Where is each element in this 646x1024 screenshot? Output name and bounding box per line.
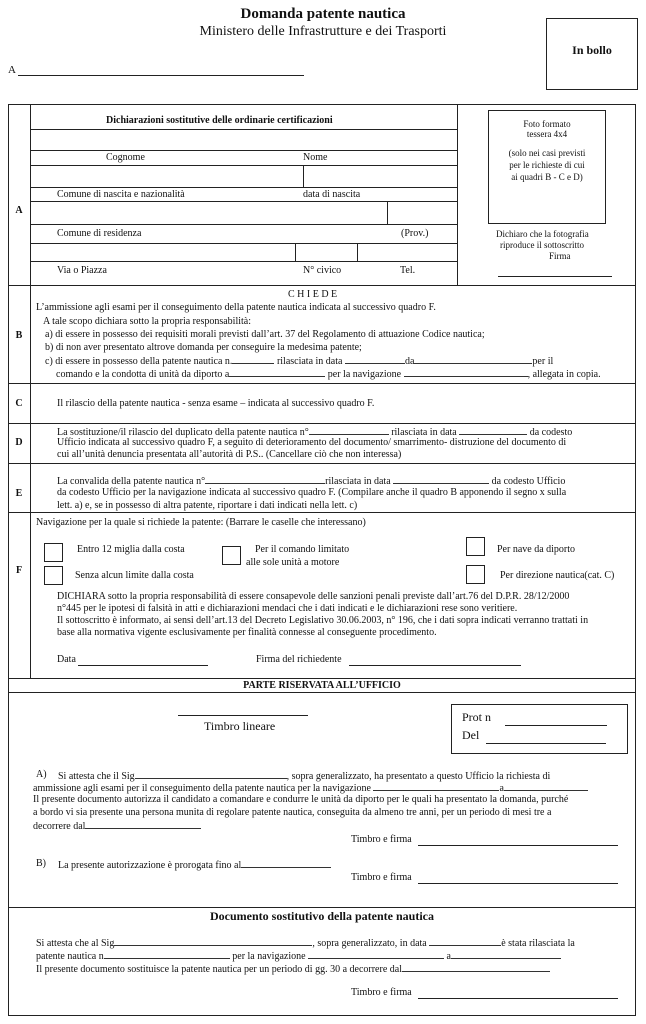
divider	[8, 383, 636, 384]
office-a-decorrere-field[interactable]	[85, 819, 201, 829]
row-line	[30, 129, 457, 130]
section-b-line5-a: c) di essere in possesso della patente nautica n.	[45, 356, 233, 367]
photo-box[interactable]	[488, 110, 606, 224]
substitute-line2-c: a	[446, 951, 451, 962]
substitute-line2-b: per la navigazione	[232, 951, 306, 962]
office-a-line2	[33, 781, 588, 795]
section-a-heading: Dichiarazioni sostitutive delle ordinarie certificazioni	[106, 115, 333, 126]
checkbox-12-miglia[interactable]	[44, 543, 63, 562]
d-issue-date-field[interactable]	[459, 425, 527, 435]
substitute-line3-a: Il presente documento sostituisce la patente nautica per un periodo di gg. 30 a decorrere dal	[36, 964, 402, 975]
office-b-line1-a: La presente autorizzazione è prorogata fino al	[58, 860, 242, 871]
photo-firma-label: Firma	[549, 251, 571, 261]
comune-residenza-label: Comune di residenza	[57, 228, 142, 239]
section-b-line6-b: per la navigazione	[327, 369, 402, 380]
chiede-heading: C H I E D E	[288, 289, 338, 300]
office-b-date-field[interactable]	[241, 858, 331, 868]
divider	[8, 907, 636, 908]
office-a-line5-a: decorrere dal	[33, 821, 86, 832]
section-e-line1-c: da codesto Ufficio	[491, 476, 566, 487]
cognome-label: Cognome	[106, 152, 145, 163]
photo-signature-field[interactable]	[498, 276, 612, 277]
section-e-line3: lett. a) e, se in possesso di altra patente, riportare i dati indicati nella lett. c)	[57, 500, 358, 511]
office-section-title: PARTE RISERVATA ALL’UFFICIO	[243, 680, 401, 691]
b-issue-date-field[interactable]	[345, 354, 405, 364]
section-d-line2: Ufficio indicata al successivo quadro F, a seguito di deterioramento del documento/ smarrimento- distruzione del documento di	[57, 437, 567, 448]
nome-field[interactable]	[304, 165, 457, 187]
b-navigation-field[interactable]	[404, 367, 528, 377]
divider	[8, 463, 636, 464]
option-direzione-label: Per direzione nautica(cat. C)	[500, 570, 615, 581]
section-e-line1-a: La convalida della patente nautica n°	[57, 476, 206, 487]
substitute-timbro-firma-label: Timbro e firma	[351, 987, 412, 998]
section-b-line1: L’ammissione agli esami per il conseguimento della patente nautica indicata al successivo quadro F.	[36, 302, 436, 313]
section-f-decl1: DICHIARA sotto la propria responsabilità di essere consapevole delle sanzioni penali previste dall’art.76 del D.P.R. 28/12/2000	[57, 591, 570, 602]
civico-label: N° civico	[303, 265, 342, 276]
office-a-line1-a: Si attesta che il Sig	[58, 771, 135, 782]
substitute-line1-c: è stata rilasciata la	[501, 938, 575, 949]
b-distance-field[interactable]	[229, 367, 325, 377]
cognome-field[interactable]	[30, 165, 303, 187]
divider	[8, 692, 636, 693]
photo-column-divider	[457, 104, 458, 285]
row-line	[30, 187, 457, 188]
office-a-line1-b: , sopra generalizzato, ha presentato a questo Ufficio la richiesta di	[286, 771, 551, 782]
section-letter-column	[30, 104, 31, 678]
data-nascita-field[interactable]	[388, 201, 457, 224]
section-d-line3: cui all’unità denuncia presentata all’autorità di P.S.. (Cancellare ciò che non interessa)	[57, 449, 402, 460]
divider	[8, 678, 636, 679]
section-f-decl3: Il sottoscritto è informato, ai sensi dell’art.13 del Decreto Legislativo 30.06.2003, n° 196, che i dati sopra indicati verranno trattati in	[57, 615, 589, 626]
section-e-line1-b: rilasciata in data	[325, 476, 391, 487]
office-a-signature-field[interactable]	[418, 845, 618, 846]
via-label: Via o Piazza	[57, 265, 107, 276]
photo-line5: ai quadri B - C e D)	[511, 172, 583, 182]
protocol-box	[451, 704, 628, 754]
substitute-line1-b: , sopra generalizzato, in data	[312, 938, 427, 949]
substitute-place-field[interactable]	[451, 949, 561, 959]
option-motore-label-2: alle sole unità a motore	[246, 557, 340, 568]
section-f-decl2: n°445 per le ipotesi di falsità in atti e dichiarazioni mendaci che i dati indicati e le dichiarazioni rese sono veritiere.	[57, 603, 518, 614]
substitute-signature-field[interactable]	[418, 998, 618, 999]
office-a-line5	[33, 819, 201, 833]
del-label: Del	[462, 728, 480, 742]
section-b-line5-b: rilasciata in data	[276, 356, 343, 367]
data-nascita-label: data di nascita	[303, 189, 361, 200]
section-d-line1-c: da codesto	[529, 427, 573, 438]
addressee-field[interactable]	[18, 75, 304, 76]
photo-line2: tessera 4x4	[526, 129, 568, 139]
data-field[interactable]	[78, 665, 208, 666]
office-a-line4: a bordo vi sia presente una persona munita di regolare patente nautica, conseguita da almeno tre anni, per un periodo di mesi tre a	[33, 807, 552, 818]
e-issue-date-field[interactable]	[393, 474, 489, 484]
form-subtitle: Ministero delle Infrastrutture e dei Trasporti	[199, 24, 447, 39]
d-license-number-field[interactable]	[309, 425, 389, 435]
divider	[8, 285, 636, 286]
b-issuer-field[interactable]	[414, 354, 532, 364]
photo-line1: Foto formato	[523, 119, 571, 129]
office-b-timbro-firma-label: Timbro e firma	[351, 872, 412, 883]
section-b-line6	[56, 367, 601, 381]
row-line	[30, 261, 457, 262]
data-label: Data	[57, 654, 76, 665]
section-letter-f: F	[15, 565, 23, 576]
photo-declaration-2: riproduce il sottoscritto	[500, 240, 584, 250]
section-f-intro: Navigazione per la quale si richiede la patente: (Barrare le caselle che interessano)	[36, 517, 366, 528]
civico-field[interactable]	[358, 243, 457, 261]
option-motore-label-1: Per il comando limitato	[255, 544, 350, 555]
divider	[8, 423, 636, 424]
office-a-timbro-firma-label: Timbro e firma	[351, 834, 412, 845]
prov-label: (Prov.)	[401, 228, 429, 239]
prot-label: Prot n	[462, 710, 492, 724]
section-letter-b: B	[15, 330, 23, 341]
timbro-lineare-label: Timbro lineare	[204, 719, 276, 733]
substitute-decorrere-field[interactable]	[402, 962, 550, 972]
office-a-navigation-field[interactable]	[373, 781, 499, 791]
comune-nascita-label: Comune di nascita e nazionalità	[57, 189, 185, 200]
substitute-line2-a: patente nautica n	[36, 951, 104, 962]
office-a-place-field[interactable]	[504, 781, 588, 791]
timbro-line	[178, 715, 308, 716]
section-letter-e: E	[15, 488, 23, 499]
office-b-line1	[58, 858, 331, 872]
substitute-line1	[36, 936, 575, 950]
substitute-line1-a: Si attesta che al Sig	[36, 938, 115, 949]
section-letter-a: A	[15, 205, 23, 216]
firma-richiedente-label: Firma del richiedente	[256, 654, 342, 665]
office-b-label: B)	[36, 858, 46, 869]
substitute-line3	[36, 962, 550, 976]
stamp-box	[546, 18, 638, 90]
substitute-navigation-field[interactable]	[308, 949, 444, 959]
form-title: Domanda patente nautica	[240, 6, 406, 22]
e-license-number-field[interactable]	[205, 474, 325, 484]
section-b-line3: a) di essere in possesso dei requisiti morali previsti dall’art. 37 del Regolamento di attuazione Codice nautica;	[45, 329, 485, 340]
photo-line4: per le richieste di cui	[509, 160, 585, 170]
section-b-line5	[45, 354, 553, 368]
section-e-line1	[57, 474, 565, 488]
section-d-line1-b: rilasciata in data	[391, 427, 457, 438]
substitute-line2	[36, 949, 561, 963]
section-f-decl4: base alla normativa vigente esclusivamente per finalità connesse al conseguente procedimento.	[57, 627, 437, 638]
stamp-label: In bollo	[572, 43, 612, 57]
prot-field[interactable]	[505, 725, 607, 726]
b-license-number-field[interactable]	[232, 354, 274, 364]
row-line	[30, 150, 457, 151]
divider	[8, 512, 636, 513]
photo-declaration-1: Dichiaro che la fotografia	[496, 229, 589, 239]
section-letter-d: D	[15, 437, 23, 448]
firma-richiedente-field[interactable]	[349, 665, 521, 666]
checkbox-senza-limite[interactable]	[44, 566, 63, 585]
section-b-line6-a: comando e la condotta di unità da diporto a	[56, 369, 230, 380]
prov-field[interactable]	[296, 243, 357, 261]
option-nave-label: Per nave da diporto	[497, 544, 576, 555]
photo-line3: (solo nei casi previsti	[508, 148, 586, 158]
section-c-text: Il rilascio della patente nautica - senza esame – indicata al successivo quadro F.	[57, 398, 375, 409]
office-a-line2-a: ammissione agli esami per il conseguimento della patente nautica per la navigazione	[33, 783, 371, 794]
office-b-signature-field[interactable]	[418, 883, 618, 884]
nome-label: Nome	[303, 152, 328, 163]
section-b-line4: b) di non aver presentato altrove domanda per conseguire la medesima patente;	[45, 342, 362, 353]
row-line	[30, 224, 457, 225]
checkbox-nave-diporto[interactable]	[466, 537, 485, 556]
option-12-miglia-label: Entro 12 miglia dalla costa	[77, 544, 185, 555]
substitute-license-field[interactable]	[104, 949, 230, 959]
office-a-label: A)	[36, 769, 47, 780]
substitute-date-field[interactable]	[429, 936, 501, 946]
section-b-line6-c: , allegata in copia.	[527, 369, 601, 380]
substitute-title: Documento sostitutivo della patente nautica	[210, 909, 434, 923]
section-b-line5-d: per il	[532, 356, 554, 367]
checkbox-direzione-nautica[interactable]	[466, 565, 485, 584]
checkbox-motore[interactable]	[222, 546, 241, 565]
comune-nascita-field[interactable]	[30, 201, 387, 224]
comune-residenza-field[interactable]	[30, 243, 295, 261]
option-senza-limite-label: Senza alcun limite dalla costa	[75, 570, 194, 581]
section-d-line1-a: La sostituzione/il rilascio del duplicato della patente nautica n°	[57, 427, 309, 438]
office-a-line2-b: a	[499, 783, 504, 794]
office-a-name-field[interactable]	[135, 769, 287, 779]
del-field[interactable]	[486, 743, 606, 744]
section-b-line2: A tale scopo dichiara sotto la propria responsabilità:	[43, 316, 251, 327]
office-a-line3: Il presente documento autorizza il candidato a comandare e condurre le unità da diporto per le quali ha presentato la domanda, purché	[33, 794, 569, 805]
substitute-name-field[interactable]	[114, 936, 312, 946]
tel-label: Tel.	[400, 265, 416, 276]
section-letter-c: C	[15, 398, 23, 409]
addressee-label: A	[8, 64, 16, 76]
section-b-line5-c: da	[404, 356, 415, 367]
section-e-line2: da codesto Ufficio per la navigazione indicata al successivo quadro F. (Compilare anche il quadro B apponendo il segno x sulla	[57, 487, 567, 498]
